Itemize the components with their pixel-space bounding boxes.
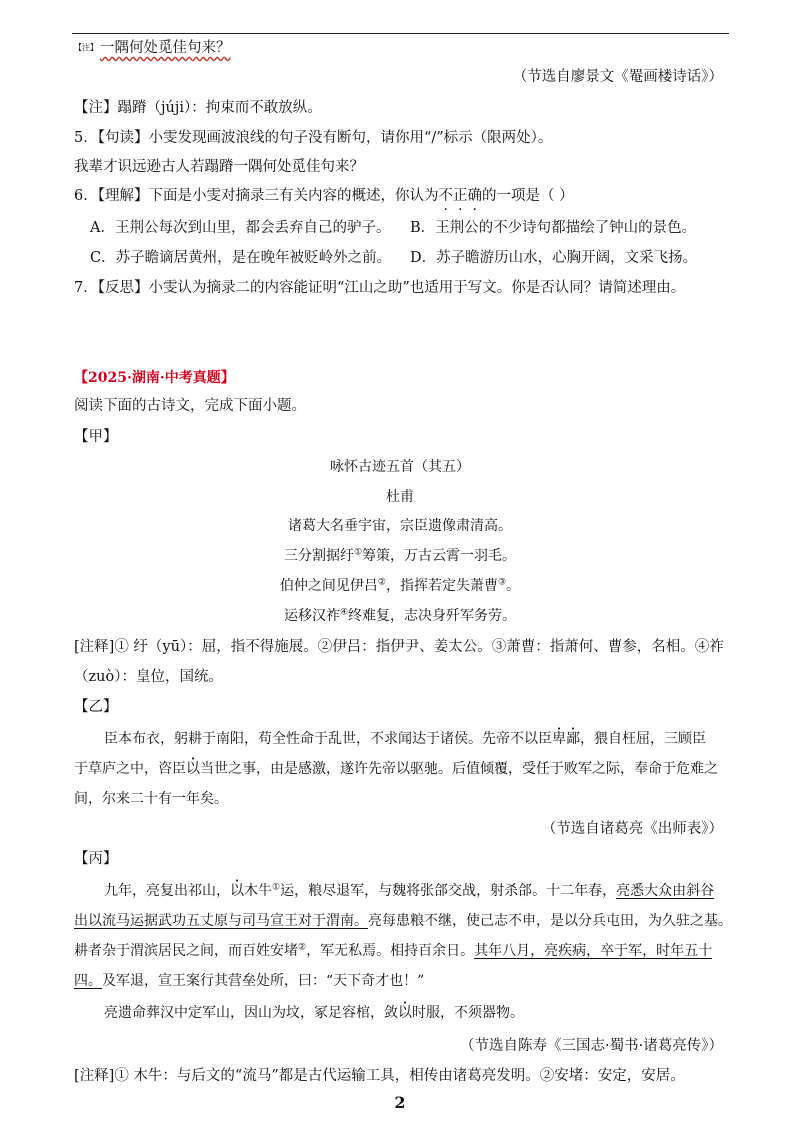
section-bing-label: 【丙】 bbox=[74, 851, 118, 867]
passage-text: ，军无私焉。相持百余日。 bbox=[306, 943, 475, 959]
wavy-sentence: 一隅何处觅佳句来？ bbox=[100, 40, 231, 56]
passage-text: ，猥自枉屈，三顾臣 bbox=[580, 731, 706, 747]
poem-text: 运移汉祚 bbox=[283, 608, 340, 624]
poem-text: 伯仲之间见伊吕 bbox=[279, 578, 378, 594]
question-7: 7．【反思】小雯认为摘录二的内容能证明“江山之助”也适用于写文。你是否认同？请简述理由。 bbox=[74, 280, 686, 296]
question-5: 5．【句读】小雯发现画波浪线的句子没有断句，请你用“/”标示（限两处）。 bbox=[74, 130, 553, 146]
footnote-marker: ③ bbox=[498, 577, 507, 588]
section-yi-label: 【乙】 bbox=[74, 699, 118, 715]
bing-paragraph-line-3 bbox=[74, 941, 712, 961]
poem-author: 杜甫 bbox=[386, 489, 414, 505]
poem-text: 三分割据纡 bbox=[283, 548, 354, 564]
footnote-marker: ② bbox=[377, 577, 386, 588]
poem-title: 咏怀古迹五首（其五） bbox=[330, 459, 470, 475]
poem-annotation-cont: （zuò）：皇位，国统。 bbox=[74, 669, 223, 685]
footnote-marker: ② bbox=[298, 942, 307, 953]
source-citation-1: （节选自廖景文《罨画楼诗话》） bbox=[512, 69, 723, 85]
question-5-sentence: 我辈才识远逊古人若蹋蹐一隅何处觅佳句来？ bbox=[74, 159, 364, 175]
source-citation-3: （节选自陈寿《三国志·蜀书·诸葛亮传》） bbox=[460, 1038, 723, 1054]
poem-line-4 bbox=[0, 606, 800, 626]
annotation-note: 【注】蹋蹐（júji）：拘束而不敢放纵。 bbox=[74, 100, 322, 116]
dotted-char: 以 bbox=[398, 1005, 412, 1021]
passage-text: 耕者杂于渭滨居民之间，而百姓安堵 bbox=[74, 943, 298, 959]
poem-line-2 bbox=[0, 546, 800, 566]
passage-text: 及军退，宣王案行其营垒处所，曰：“天下奇才也！” bbox=[102, 973, 425, 989]
emphasis-char: 不 bbox=[438, 188, 453, 204]
reading-instruction: 阅读下面的古诗文，完成下面小题。 bbox=[74, 398, 306, 414]
underlined-sentence: 亮悉大众由斜谷 bbox=[616, 883, 715, 899]
question-6 bbox=[74, 186, 574, 206]
poem-line-3 bbox=[0, 576, 800, 596]
question-6-text: 6．【理解】下面是小雯对摘录三有关内容的概述，你认为 bbox=[74, 188, 439, 204]
underlined-sentence: 其年八月，亮疾病，卒于军，时年五十 bbox=[474, 943, 713, 959]
bing-paragraph-line-5 bbox=[104, 1003, 524, 1023]
yi-paragraph-line-2 bbox=[74, 759, 718, 779]
passage-text: 当世之事，由是感激，遂许先帝以驱驰。后值倾覆，受任于败军之际，奉命于危难之 bbox=[200, 761, 718, 777]
passage-text: 亮每患粮不继，使己志不申，是以分兵屯田，为久驻之基。 bbox=[368, 913, 732, 929]
page-number: 2 bbox=[394, 1093, 406, 1112]
footnote-marker: ① bbox=[272, 882, 281, 893]
dotted-char: 鄙 bbox=[566, 731, 580, 747]
passage-text: 亮遗命葬汉中定军山，因山为坟，冢足容棺，敛 bbox=[104, 1005, 398, 1021]
yi-paragraph-line-3: 间，尔来二十有一年矣。 bbox=[74, 791, 228, 807]
poem-annotation: [注释]① 纡（yū）：屈，指不得施展。②伊吕：指伊尹、姜太公。③萧曹：指萧何、曹参，名相。④祚 bbox=[74, 639, 724, 655]
poem-text: 筹策，万古云霄一羽毛。 bbox=[362, 548, 517, 564]
underlined-sentence: 四。 bbox=[74, 973, 102, 989]
emphasis-char: 正 bbox=[452, 188, 468, 204]
dotted-char: 以 bbox=[230, 883, 244, 899]
poem-text: 。 bbox=[506, 578, 521, 594]
bing-annotation: [注释]① 木牛：与后文的“流马”都是古代运输工具，相传由诸葛亮发明。②安堵：安定，安居。 bbox=[74, 1068, 685, 1084]
poem-line-1: 诸葛大名垂宇宙，宗臣遗像肃清高。 bbox=[288, 518, 512, 534]
passage-text: 九年，亮复出祁山， bbox=[104, 883, 230, 899]
underlined-sentence: 出以流马运据武功五丈原与司马宣王对于渭南。 bbox=[74, 913, 368, 929]
passage-text: 运，粮尽退军，与魏将张郃交战，射杀郃。十二年春， bbox=[280, 883, 617, 899]
question-6-tail: 的一项是（ ） bbox=[481, 188, 574, 204]
poem-text: 终难复，志决身歼军务劳。 bbox=[348, 608, 517, 624]
yi-paragraph-line-1 bbox=[104, 729, 706, 749]
bing-paragraph-line-4 bbox=[74, 971, 424, 991]
option-b: B．王荆公的不少诗句都描绘了钟山的景色。 bbox=[410, 220, 697, 236]
footnote-marker: ④ bbox=[339, 607, 349, 618]
passage-text: 木牛 bbox=[244, 883, 272, 899]
emphasis-char: 确 bbox=[467, 188, 482, 204]
exam-source-badge: 【2025·湖南·中考真题】 bbox=[74, 370, 235, 386]
option-c: C．苏子瞻谪居黄州，是在晚年被贬岭外之前。 bbox=[90, 250, 392, 266]
option-d: D．苏子瞻游历山水，心胸开阔，文采飞扬。 bbox=[410, 250, 698, 266]
bing-paragraph-line-1 bbox=[104, 881, 714, 901]
option-a: A．王荆公每次到山里，都会丢弃自己的驴子。 bbox=[90, 220, 391, 236]
passage-text: 于草庐之中，咨臣 bbox=[74, 761, 186, 777]
note-tag: 【注】 bbox=[74, 43, 98, 52]
passage-text: 时服，不须器物。 bbox=[412, 1005, 524, 1021]
dotted-char: 卑 bbox=[552, 731, 566, 747]
poem-text: ，指挥若定失萧曹 bbox=[386, 578, 498, 594]
bing-paragraph-line-2 bbox=[74, 911, 732, 931]
continued-line bbox=[74, 38, 231, 58]
dotted-char: 以 bbox=[186, 761, 200, 777]
source-citation-2: （节选自诸葛亮《出师表》） bbox=[541, 821, 723, 837]
section-jia-label: 【甲】 bbox=[74, 429, 118, 445]
passage-text: 臣本布衣，躬耕于南阳，苟全性命于乱世，不求闻达于诸侯。先帝不以臣 bbox=[104, 731, 552, 747]
header-rule bbox=[72, 33, 729, 34]
footnote-marker: ① bbox=[353, 547, 363, 558]
